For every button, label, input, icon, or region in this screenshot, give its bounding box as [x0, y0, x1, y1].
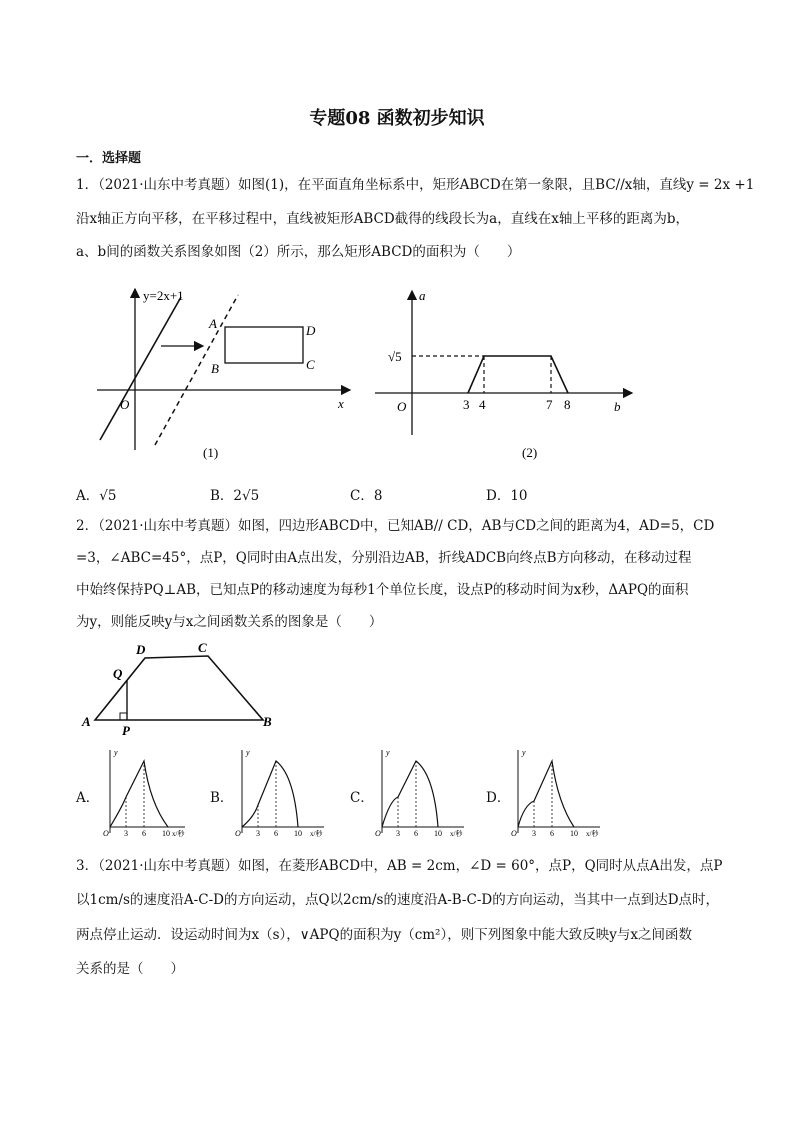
- q3-text-line3: 两点停止运动．设运动时间为x（s），∨APQ的面积为y（cm²），则下列图象中能大致反映y与x之间函数: [76, 927, 692, 943]
- graph-b-o: O: [235, 829, 241, 838]
- graph-a-tick10: 10: [162, 829, 170, 838]
- tick-8: 8: [564, 397, 571, 412]
- graph-a-o: O: [103, 829, 109, 838]
- q1-option-b[interactable]: B．2√5: [210, 488, 260, 504]
- label-C: C: [306, 357, 315, 372]
- graph-a-tick6: 6: [142, 829, 146, 838]
- label-x: x: [338, 396, 344, 411]
- label-b: b: [614, 399, 621, 414]
- label-B: B: [263, 714, 272, 729]
- q2-text-line3: 中始终保持PQ⊥AB，已知点P的移动速度为每秒1个单位长度，设点P的移动时间为x秒，ΔAPQ的面积: [76, 582, 689, 598]
- label-A: A: [82, 714, 91, 729]
- label-B: B: [211, 361, 219, 376]
- graph-b-tick6: 6: [274, 829, 278, 838]
- q3-text-line2: 以1cm/s的速度沿A-C-D的方向运动，点Q以2cm/s的速度沿A-B-C-D的方向运动，当其中一点到达D点时，: [76, 892, 720, 908]
- q1-text-line1: 1．（2021·山东中考真题）如图(1)，在平面直角坐标系中，矩形ABCD在第一象限，且BC//x轴，直线y = 2x +1: [76, 177, 755, 193]
- label-Q: Q: [113, 666, 123, 681]
- q2-text-line1: 2．（2021·山东中考真题）如图，四边形ABCD中，已知AB// CD，AB与CD之间的距离为4，AD=5，CD: [76, 518, 715, 534]
- figure-caption-2: (2): [522, 445, 538, 460]
- q2-option-b[interactable]: B．: [210, 790, 234, 806]
- q2-graph-b: [232, 745, 332, 840]
- label-O: O: [120, 397, 130, 412]
- label-A: A: [209, 316, 217, 331]
- graph-c-tick10: 10: [434, 829, 442, 838]
- q2-option-c[interactable]: C．: [350, 790, 374, 806]
- label-P: P: [122, 723, 130, 738]
- q2-text-line4: 为y，则能反映y与x之间函数关系的图象是（ ）: [76, 614, 383, 630]
- rectangle-abcd: [225, 327, 303, 363]
- q2-graph-c: [372, 745, 472, 840]
- q2-option-d[interactable]: D．: [486, 790, 511, 806]
- line-label: y=2x+1: [143, 288, 184, 303]
- graph-d-tick6: 6: [550, 829, 554, 838]
- q3-text-line4: 关系的是（ ）: [76, 961, 184, 977]
- label-D: D: [306, 323, 316, 338]
- graph-d-x: x/秒: [586, 830, 599, 838]
- q1-option-c[interactable]: C．8: [350, 488, 383, 504]
- graph-b-y: y: [246, 748, 250, 757]
- q1-option-a[interactable]: A．√5: [76, 488, 117, 504]
- label-D: D: [136, 642, 146, 657]
- graph-c-y: y: [386, 748, 390, 757]
- label-a: a: [419, 288, 426, 303]
- graph-d-tick3: 3: [532, 829, 536, 838]
- section-heading: 一．选择题: [76, 151, 142, 166]
- graph-c-tick6: 6: [414, 829, 418, 838]
- q1-text-line3: a、b间的函数关系图象如图（2）所示，那么矩形ABCD的面积为（ ）: [76, 244, 521, 260]
- graph-b-x: x/秒: [310, 830, 323, 838]
- shifted-line: [155, 295, 238, 445]
- graph-a-x: x/秒: [172, 830, 185, 838]
- graph-c-o: O: [375, 829, 381, 838]
- q1-option-d[interactable]: D．10: [486, 488, 528, 504]
- q2-option-a[interactable]: A．: [76, 790, 100, 806]
- graph-d-o: O: [511, 829, 517, 838]
- graph-a-y: y: [114, 748, 118, 757]
- tick-3: 3: [463, 397, 470, 412]
- graph-b-tick10: 10: [294, 829, 302, 838]
- q3-text-line1: 3．（2021·山东中考真题）如图，在菱形ABCD中，AB = 2cm，∠D = 60°，点P，Q同时从点A出发，点P: [76, 858, 723, 874]
- tick-4: 4: [479, 397, 486, 412]
- q1-figure-2: [370, 285, 640, 465]
- q2-graph-a: [100, 745, 190, 840]
- figure-caption-1: (1): [203, 445, 219, 460]
- page-title: 专题08 函数初步知识: [309, 108, 485, 129]
- label-C: C: [198, 640, 207, 655]
- right-angle-mark: [120, 713, 127, 720]
- q2-text-line2: =3，∠ABC=45°，点P，Q同时由A点出发，分别沿边AB，折线ADCB向终点B方向移动，在移动过程: [76, 550, 692, 566]
- q1-text-line2: 沿x轴正方向平移，在平移过程中，直线被矩形ABCD截得的线段长为a，直线在x轴上平移的距离为b，: [76, 211, 689, 227]
- graph-b-tick3: 3: [256, 829, 260, 838]
- q2-trapezoid-figure: [80, 640, 280, 738]
- graph-c-x: x/秒: [450, 830, 463, 838]
- graph-d-tick10: 10: [570, 829, 578, 838]
- graph-a-tick3: 3: [124, 829, 128, 838]
- graph-d-y: y: [522, 748, 526, 757]
- label-sqrt5: √5: [388, 349, 402, 364]
- label-O2: O: [397, 399, 407, 414]
- graph-c-tick3: 3: [396, 829, 400, 838]
- graph-trapezoid: [468, 356, 568, 393]
- tick-7: 7: [546, 397, 553, 412]
- q1-figure-1: [95, 285, 365, 465]
- q2-graph-d: [508, 745, 608, 840]
